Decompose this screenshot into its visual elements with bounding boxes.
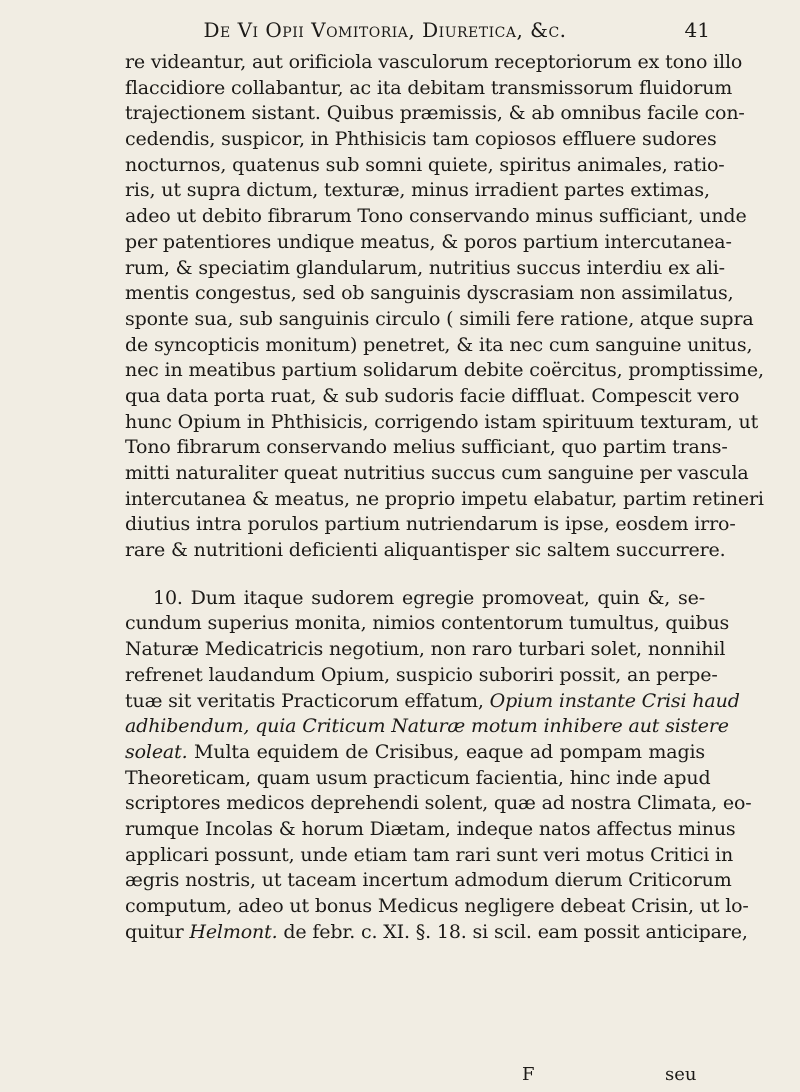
text-line <box>125 920 748 946</box>
text-span: de febr. c. XI. §. 18. si scil. eam possit anticipare, <box>283 920 748 943</box>
quoted-maxim: Opium instante Crisi haud <box>489 689 740 712</box>
text-line: hunc Opium in Phthisicis, corrigendo istam spirituum texturam, ut <box>125 410 759 433</box>
text-line: re videantur, aut orificiola vasculorum receptoriorum ex tono illo <box>125 51 743 73</box>
text-line: Theoreticam, quam usum practicum facientia, hinc inde apud <box>125 766 711 789</box>
text-line: cedendis, suspicor, in Phthisicis tam copiosos effluere sudores <box>125 128 717 151</box>
text-line: adhibendum, quia Criticum Naturæ motum inhibere aut sistere <box>125 715 729 738</box>
text-span: quitur <box>125 920 184 943</box>
text-line: scriptores medicos deprehendi solent, quæ ad nostra Climata, eo- <box>125 792 752 815</box>
page-number: 41 <box>684 18 710 42</box>
text-line: refrenet laudandum Opium, suspicio suboriri possit, an perpe- <box>125 663 718 686</box>
text-body <box>125 50 764 945</box>
catchword: seu <box>665 1064 697 1085</box>
text-line: diutius intra porulos partium nutriendarum is ipse, eosdem irro- <box>125 513 736 536</box>
text-line: per patentiores undique meatus, & poros partium intercutanea- <box>125 230 732 253</box>
text-line: computum, adeo ut bonus Medicus negligere debeat Crisin, ut lo- <box>125 895 749 917</box>
text-span: tuæ sit veritatis Practicorum effatum, <box>125 689 484 712</box>
text-line: rumque Incolas & horum Diætam, indeque natos affectus minus <box>125 817 736 840</box>
text-line: rum, & speciatim glandularum, nutritius succus interdiu ex ali- <box>125 256 725 279</box>
text-line: ægris nostris, ut taceam incertum admodum dierum Criticorum <box>125 869 732 892</box>
text-line <box>125 689 740 715</box>
text-line: cundum superius monita, nimios contentorum tumultus, quibus <box>125 612 730 635</box>
text-line: intercutanea & meatus, ne proprio impetu elabatur, partim retineri <box>125 487 764 510</box>
section-number: 10. <box>153 586 183 609</box>
paragraph-gap <box>125 564 705 586</box>
text-line: nec in meatibus partium solidarum debite coërcitus, promptissime, <box>125 359 764 382</box>
text-span: Multa equidem de Crisibus, eaque ad pompam magis <box>194 740 705 763</box>
text-line: Tono fibrarum conservando melius sufficiant, quo partim trans- <box>125 436 728 459</box>
running-header <box>120 18 710 50</box>
text-line: sponte sua, sub sanguinis circulo ( simili fere ratione, atque supra <box>125 307 754 330</box>
text-line: ris, ut supra dictum, texturæ, minus irradient partes extimas, <box>125 179 710 202</box>
text-line: applicari possunt, unde etiam tam rari sunt veri motus Critici in <box>125 843 734 866</box>
author-name: Helmont. <box>189 920 278 943</box>
text-line <box>125 586 705 612</box>
text-line: nocturnos, quatenus sub somni quiete, spiritus animales, ratio- <box>125 153 725 176</box>
paragraph-1 <box>125 50 764 564</box>
text-line: mitti naturaliter queat nutritius succus cum sanguine per vascula <box>125 462 749 484</box>
text-line: Naturæ Medicatricis negotium, non raro turbari solet, nonnihil <box>125 638 726 661</box>
header-title: De Vi Opii Vomitoria, Diuretica, &c. <box>203 18 567 42</box>
text-line: trajectionem sistant. Quibus præmissis, & ab omnibus facile con- <box>125 102 745 125</box>
text-line: qua data porta ruat, & sub sudoris facie diffluat. Compescit vero <box>125 384 740 407</box>
paragraph-2 <box>125 586 752 946</box>
text-span: Dum itaque sudorem egregie promoveat, quin &, se- <box>190 586 705 609</box>
quoted-maxim-end: soleat. <box>125 740 188 763</box>
text-line: flaccidiore collabantur, ac ita debitam transmissorum fluidorum <box>125 76 733 99</box>
text-line: adeo ut debito fibrarum Tono conservando minus sufficiant, unde <box>125 205 747 228</box>
signature-mark: F <box>522 1064 535 1085</box>
text-line: de syncopticis monitum) penetret, & ita nec cum sanguine unitus, <box>125 333 753 356</box>
text-line: rare & nutritioni deficienti aliquantisper sic saltem succurrere. <box>125 539 726 562</box>
text-line <box>125 740 705 766</box>
text-line: mentis congestus, sed ob sanguinis dyscrasiam non assimilatus, <box>125 282 734 305</box>
